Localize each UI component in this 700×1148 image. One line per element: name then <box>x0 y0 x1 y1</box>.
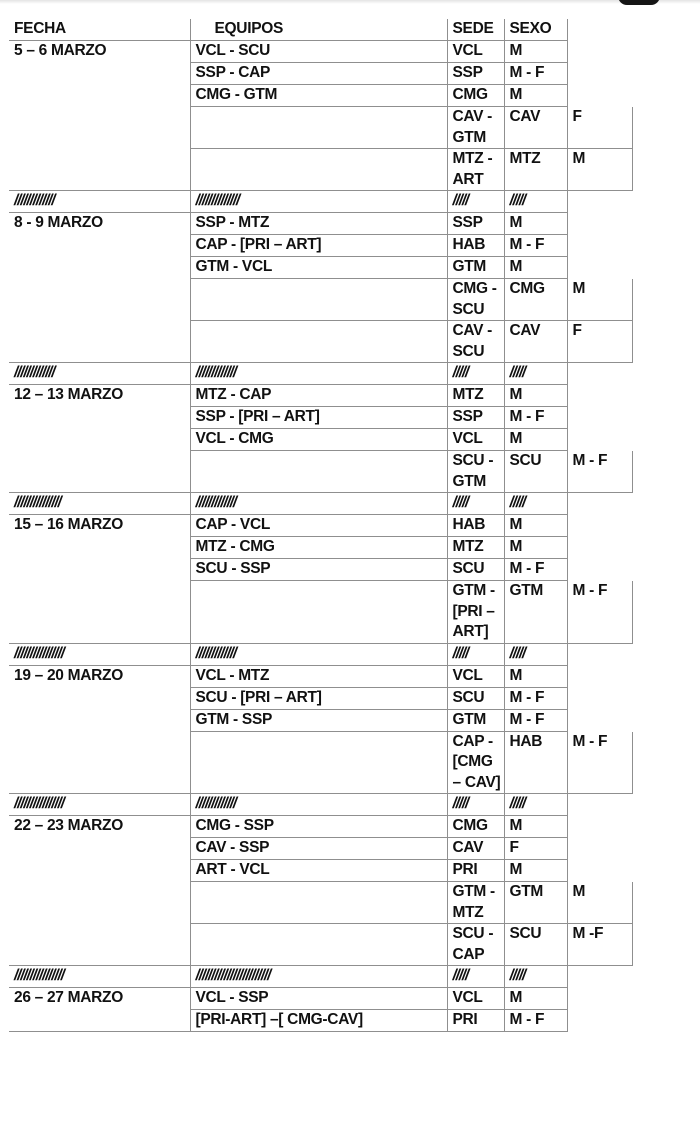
fecha-cell: 19 – 20 MARZO <box>9 665 190 794</box>
sexo-cell: M - F <box>504 687 567 709</box>
empty-cell <box>567 1010 632 1032</box>
sede-cell: CAP - [CMG – CAV] <box>447 731 504 794</box>
sexo-cell: M <box>504 665 567 687</box>
sexo-cell: F <box>504 838 567 860</box>
extra-sexo-cell: F <box>567 321 632 363</box>
empty-cell <box>567 794 632 816</box>
sexo-cell: M <box>504 385 567 407</box>
separator-sexo: ///// <box>504 643 567 665</box>
separator-sede: ///// <box>447 493 504 515</box>
equipos-cell: SSP - CAP <box>190 63 447 85</box>
separator-sexo: ///// <box>504 363 567 385</box>
separator-equipos: ///////////// <box>190 794 447 816</box>
separator-row <box>9 966 632 988</box>
sede-cell: VCL <box>447 988 504 1010</box>
sede-cell: PRI <box>447 1010 504 1032</box>
extra-sexo-cell: M <box>567 279 632 321</box>
equipos-cell <box>190 731 447 794</box>
table-row <box>9 665 632 687</box>
sede-cell: CAV <box>447 838 504 860</box>
separator-sede: ///// <box>447 191 504 213</box>
sexo-cell: GTM <box>504 882 567 924</box>
fecha-cell: 12 – 13 MARZO <box>9 385 190 493</box>
equipos-cell: VCL - SSP <box>190 988 447 1010</box>
table-row <box>9 213 632 235</box>
sede-cell: MTZ - ART <box>447 149 504 191</box>
fecha-cell: 8 - 9 MARZO <box>9 213 190 363</box>
sede-cell: SCU - GTM <box>447 451 504 493</box>
header-equipos: EQUIPOS <box>190 19 447 41</box>
separator-row <box>9 191 632 213</box>
equipos-cell <box>190 581 447 644</box>
fecha-cell: 15 – 16 MARZO <box>9 515 190 644</box>
separator-sede: ///// <box>447 643 504 665</box>
separator-equipos: ///////////// <box>190 643 447 665</box>
equipos-cell: CMG - SSP <box>190 816 447 838</box>
equipos-cell: CAP - VCL <box>190 515 447 537</box>
empty-cell <box>567 966 632 988</box>
equipos-cell: MTZ - CMG <box>190 537 447 559</box>
sede-cell: MTZ <box>447 537 504 559</box>
header-fecha: FECHA <box>9 19 190 41</box>
sexo-cell: M - F <box>504 63 567 85</box>
separator-sexo: ///// <box>504 191 567 213</box>
extra-sexo-cell: M - F <box>567 581 632 644</box>
empty-cell <box>567 235 632 257</box>
sede-cell: SCU <box>447 559 504 581</box>
sexo-cell: M - F <box>504 1010 567 1032</box>
equipos-cell <box>190 882 447 924</box>
sede-cell: PRI <box>447 860 504 882</box>
empty-cell <box>567 709 632 731</box>
empty-cell <box>567 988 632 1010</box>
separator-row <box>9 794 632 816</box>
empty-cell <box>567 63 632 85</box>
sede-cell: GTM <box>447 709 504 731</box>
equipos-cell: VCL - SCU <box>190 41 447 63</box>
corner-tab <box>618 0 660 5</box>
sexo-cell: CMG <box>504 279 567 321</box>
sexo-cell: SCU <box>504 451 567 493</box>
separator-sexo: ///// <box>504 794 567 816</box>
separator-equipos: //////////////////////// <box>190 966 447 988</box>
separator-equipos: ///////////// <box>190 493 447 515</box>
equipos-cell: GTM - VCL <box>190 257 447 279</box>
separator-row <box>9 363 632 385</box>
empty-cell <box>567 85 632 107</box>
equipos-cell: MTZ - CAP <box>190 385 447 407</box>
equipos-cell <box>190 149 447 191</box>
sexo-cell: M <box>504 257 567 279</box>
equipos-cell <box>190 321 447 363</box>
equipos-cell: CAV - SSP <box>190 838 447 860</box>
empty-cell <box>567 213 632 235</box>
separator-sede: ///// <box>447 794 504 816</box>
separator-sexo: ///// <box>504 966 567 988</box>
sede-cell: CAV - GTM <box>447 107 504 149</box>
equipos-cell <box>190 924 447 966</box>
sexo-cell: M - F <box>504 559 567 581</box>
sede-cell: VCL <box>447 429 504 451</box>
separator-fecha: //////////////// <box>9 643 190 665</box>
sexo-cell: M - F <box>504 235 567 257</box>
table-row <box>9 515 632 537</box>
equipos-cell: CAP - [PRI – ART] <box>190 235 447 257</box>
sexo-cell: M <box>504 537 567 559</box>
empty-cell <box>567 687 632 709</box>
header-row <box>9 19 632 41</box>
sexo-cell: GTM <box>504 581 567 644</box>
equipos-cell: ART - VCL <box>190 860 447 882</box>
sede-cell: VCL <box>447 41 504 63</box>
equipos-cell <box>190 279 447 321</box>
separator-fecha: //////////////// <box>9 794 190 816</box>
sede-cell: GTM - [PRI – ART] <box>447 581 504 644</box>
separator-equipos: ///////////// <box>190 363 447 385</box>
sexo-cell: HAB <box>504 731 567 794</box>
sexo-cell: M <box>504 213 567 235</box>
sexo-cell: CAV <box>504 321 567 363</box>
header-sede: SEDE <box>447 19 504 41</box>
fecha-cell: 26 – 27 MARZO <box>9 988 190 1032</box>
table-row <box>9 816 632 838</box>
sede-cell: MTZ <box>447 385 504 407</box>
separator-fecha: //////////////// <box>9 966 190 988</box>
empty-cell <box>567 385 632 407</box>
equipos-cell: VCL - CMG <box>190 429 447 451</box>
fecha-cell: 5 – 6 MARZO <box>9 41 190 191</box>
separator-fecha: /////////////// <box>9 493 190 515</box>
equipos-cell: SSP - [PRI – ART] <box>190 407 447 429</box>
sexo-cell: SCU <box>504 924 567 966</box>
empty-cell <box>567 515 632 537</box>
separator-fecha: ///////////// <box>9 191 190 213</box>
equipos-cell: SSP - MTZ <box>190 213 447 235</box>
sexo-cell: M <box>504 860 567 882</box>
equipos-cell: [PRI-ART] –[ CMG-CAV] <box>190 1010 447 1032</box>
sede-cell: SSP <box>447 63 504 85</box>
sexo-cell: M <box>504 85 567 107</box>
fecha-cell: 22 – 23 MARZO <box>9 816 190 966</box>
empty-cell <box>567 816 632 838</box>
equipos-cell: SCU - [PRI – ART] <box>190 687 447 709</box>
sexo-cell: M - F <box>504 709 567 731</box>
sexo-cell: M <box>504 515 567 537</box>
sede-cell: CMG <box>447 816 504 838</box>
separator-row <box>9 493 632 515</box>
sede-cell: SSP <box>447 213 504 235</box>
sede-cell: CMG - SCU <box>447 279 504 321</box>
sexo-cell: MTZ <box>504 149 567 191</box>
extra-sexo-cell: F <box>567 107 632 149</box>
sexo-cell: CAV <box>504 107 567 149</box>
extra-sexo-cell: M - F <box>567 731 632 794</box>
sede-cell: GTM - MTZ <box>447 882 504 924</box>
sexo-cell: M <box>504 41 567 63</box>
empty-cell <box>567 838 632 860</box>
empty-cell <box>567 429 632 451</box>
empty-cell <box>567 643 632 665</box>
empty-cell <box>567 665 632 687</box>
separator-equipos: ////////////// <box>190 191 447 213</box>
schedule-table <box>9 19 633 1032</box>
extra-sexo-cell: M -F <box>567 924 632 966</box>
empty-cell <box>567 363 632 385</box>
empty-cell <box>567 559 632 581</box>
sede-cell: SCU - CAP <box>447 924 504 966</box>
equipos-cell: GTM - SSP <box>190 709 447 731</box>
separator-sede: ///// <box>447 363 504 385</box>
sexo-cell: M - F <box>504 407 567 429</box>
separator-fecha: ///////////// <box>9 363 190 385</box>
sede-cell: HAB <box>447 235 504 257</box>
empty-cell <box>567 537 632 559</box>
sede-cell: CAV - SCU <box>447 321 504 363</box>
table-row <box>9 41 632 63</box>
empty-cell <box>567 41 632 63</box>
header-sexo: SEXO <box>504 19 567 41</box>
header-blank <box>567 19 632 41</box>
table-row <box>9 988 632 1010</box>
top-edge-shadow <box>0 0 700 4</box>
extra-sexo-cell: M <box>567 882 632 924</box>
extra-sexo-cell: M - F <box>567 451 632 493</box>
sexo-cell: M <box>504 429 567 451</box>
sexo-cell: M <box>504 816 567 838</box>
empty-cell <box>567 493 632 515</box>
sede-cell: VCL <box>447 665 504 687</box>
separator-sede: ///// <box>447 966 504 988</box>
sede-cell: HAB <box>447 515 504 537</box>
sexo-cell: M <box>504 988 567 1010</box>
equipos-cell: SCU - SSP <box>190 559 447 581</box>
sede-cell: GTM <box>447 257 504 279</box>
sede-cell: SCU <box>447 687 504 709</box>
sede-cell: SSP <box>447 407 504 429</box>
equipos-cell <box>190 451 447 493</box>
empty-cell <box>567 191 632 213</box>
equipos-cell: CMG - GTM <box>190 85 447 107</box>
sede-cell: CMG <box>447 85 504 107</box>
separator-row <box>9 643 632 665</box>
extra-sexo-cell: M <box>567 149 632 191</box>
empty-cell <box>567 407 632 429</box>
equipos-cell <box>190 107 447 149</box>
empty-cell <box>567 860 632 882</box>
equipos-cell: VCL - MTZ <box>190 665 447 687</box>
table-row <box>9 385 632 407</box>
separator-sexo: ///// <box>504 493 567 515</box>
empty-cell <box>567 257 632 279</box>
